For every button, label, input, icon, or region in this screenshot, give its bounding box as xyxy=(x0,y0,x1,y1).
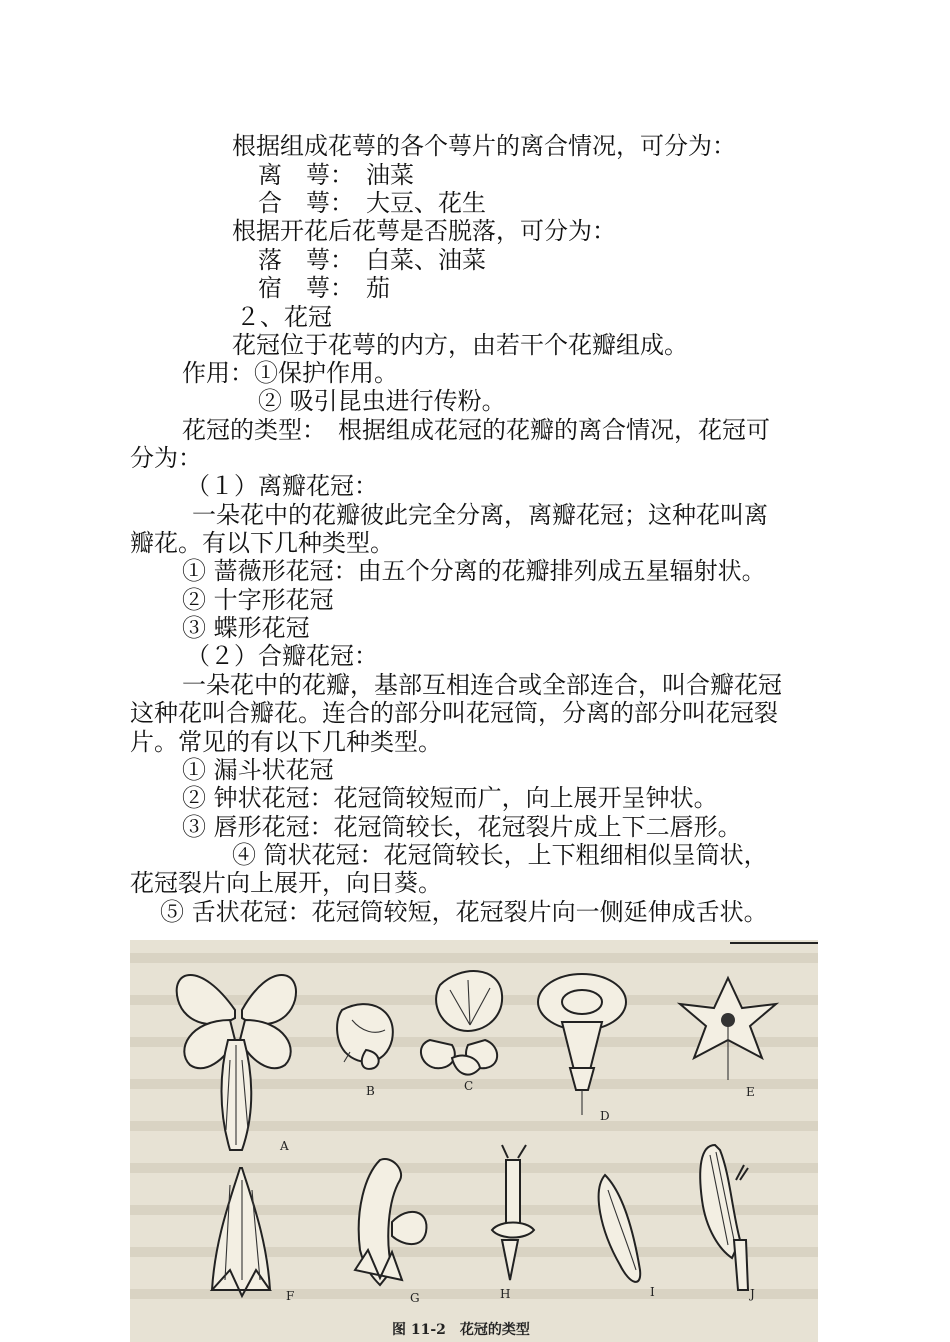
list-item: ③ 唇形花冠：花冠筒较长，花冠裂片成上下二唇形。 xyxy=(182,813,742,841)
text-line: 花冠位于花萼的内方，由若干个花瓣组成。 xyxy=(232,331,688,359)
list-item: ② 钟状花冠：花冠筒较短而广，向上展开呈钟状。 xyxy=(182,784,718,812)
flower-f-drawing xyxy=(212,1168,270,1296)
label-b: B xyxy=(366,1084,375,1098)
list-item: ③ 蝶形花冠 xyxy=(182,614,310,642)
label-c: C xyxy=(464,1079,474,1093)
text-line: 作用：①保护作用。 xyxy=(182,359,398,387)
text-line: ② 吸引昆虫进行传粉。 xyxy=(258,387,506,415)
text-line: 这种花叫合瓣花。连合的部分叫花冠筒，分离的部分叫花冠裂 xyxy=(130,699,778,727)
corolla-illustration xyxy=(130,940,818,1342)
text-line: 片。常见的有以下几种类型。 xyxy=(130,728,442,756)
text-line: 根据组成花萼的各个萼片的离合情况，可分为： xyxy=(232,132,736,160)
flower-i-drawing xyxy=(599,1175,641,1282)
label-d: D xyxy=(600,1109,610,1123)
label-i: I xyxy=(650,1285,655,1299)
flower-e-drawing xyxy=(680,978,776,1080)
text-line: 花冠裂片向上展开，向日葵。 xyxy=(130,869,442,897)
text-line: 离 萼： 油菜 xyxy=(258,161,414,189)
label-j: J xyxy=(750,1287,755,1301)
text-line: 一朵花中的花瓣，基部互相连合或全部连合，叫合瓣花冠 xyxy=(182,671,782,699)
flower-b-drawing xyxy=(337,1004,393,1069)
text-line: 根据开花后花萼是否脱落，可分为： xyxy=(232,217,616,245)
section-heading: ２、花冠 xyxy=(236,303,332,331)
list-item: ② 十字形花冠 xyxy=(182,586,334,614)
text-line: 一朵花中的花瓣彼此完全分离，离瓣花冠；这种花叫离 xyxy=(192,501,768,529)
corolla-types-figure xyxy=(130,940,818,1342)
subsection-heading: （１）离瓣花冠： xyxy=(186,472,378,500)
text-line: 宿 萼： 茄 xyxy=(258,274,390,302)
list-item: ① 漏斗状花冠 xyxy=(182,756,334,784)
list-item: ④ 筒状花冠：花冠筒较长，上下粗细相似呈筒状， xyxy=(232,841,768,869)
label-a: A xyxy=(280,1139,289,1153)
subsection-heading: （２）合瓣花冠： xyxy=(186,642,378,670)
text-line: 瓣花。有以下几种类型。 xyxy=(130,529,394,557)
label-e: E xyxy=(746,1085,755,1099)
list-item: ⑤ 舌状花冠：花冠筒较短，花冠裂片向一侧延伸成舌状。 xyxy=(160,898,768,926)
text-line: 合 萼： 大豆、花生 xyxy=(258,189,486,217)
list-item: ① 蔷薇形花冠：由五个分离的花瓣排列成五星辐射状。 xyxy=(182,557,766,585)
flower-g-drawing xyxy=(355,1159,426,1285)
label-h: H xyxy=(500,1287,511,1301)
label-g: G xyxy=(410,1291,420,1305)
figure-caption: 图 11-2 花冠的类型 xyxy=(392,1322,530,1338)
flower-c-drawing xyxy=(421,971,502,1075)
label-f: F xyxy=(286,1289,295,1303)
text-line: 分为： xyxy=(130,444,202,472)
text-line: 落 萼： 白菜、油菜 xyxy=(258,246,486,274)
text-line: 花冠的类型： 根据组成花冠的花瓣的离合情况，花冠可 xyxy=(182,416,770,444)
